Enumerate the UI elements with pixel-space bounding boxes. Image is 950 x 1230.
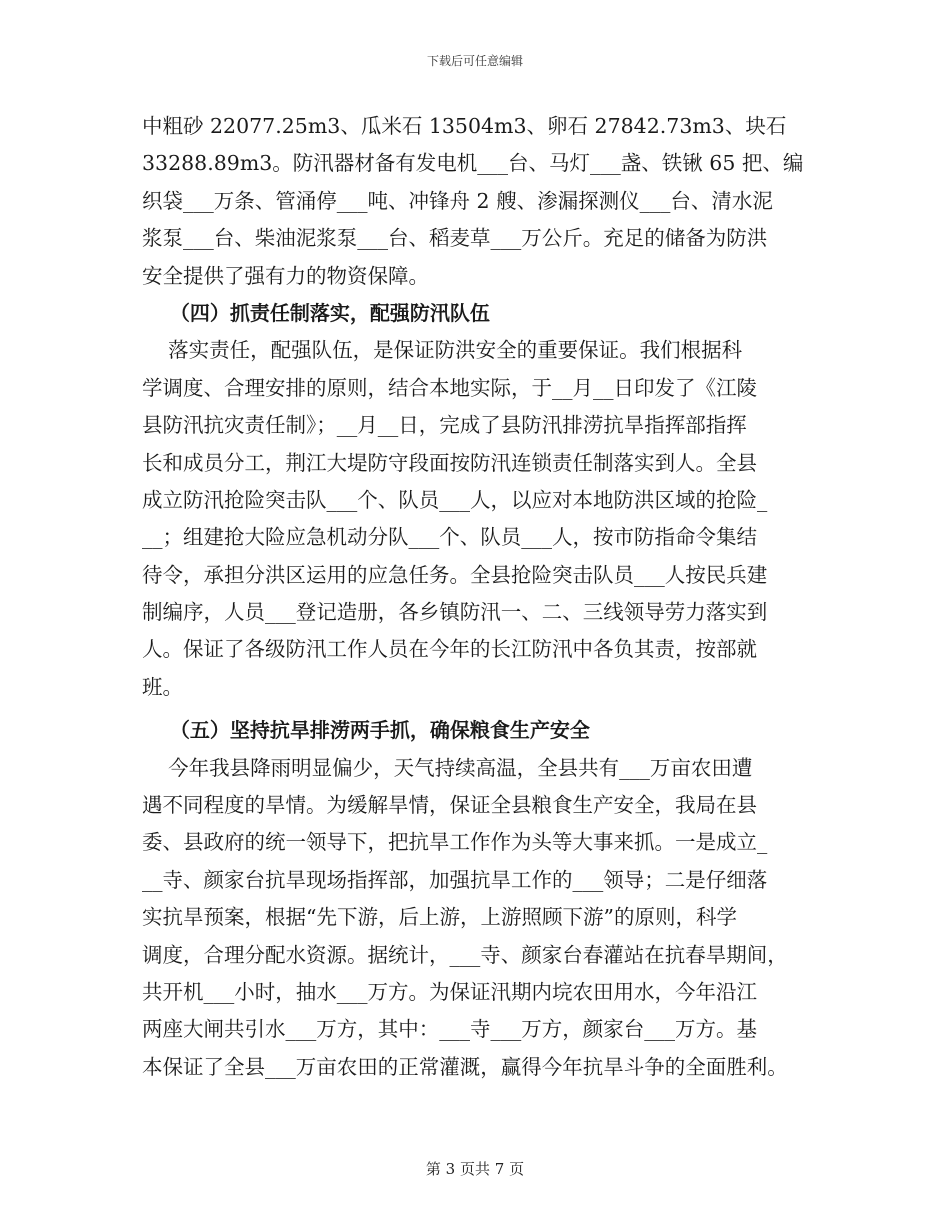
section-heading <box>142 295 822 332</box>
text-line: 委、县政府的统一领导下，把抗旱工作作为头等大事来抓。一是成立_ <box>142 830 768 855</box>
text-line: 遇不同程度的旱情。为缓解旱情，保证全县粮食生产安全，我局在县 <box>142 793 757 818</box>
text-line: 中粗砂 22077.25m3、瓜米石 13504m3、卵石 27842.73m3、块石 <box>142 114 787 138</box>
text-line: 调度，合理分配水资源。据统计，___寺、颜家台春灌站在抗春旱期间， <box>142 942 788 967</box>
text-line: 织袋___万条、管涌停___吨、冲锋舟 2 艘、渗漏探测仪___台、清水泥 <box>142 188 773 213</box>
section-heading <box>142 712 822 749</box>
text-line: 两座大闸共引水___万方，其中：___寺___万方，颜家台___万方。基 <box>142 1017 757 1042</box>
text-line: 成立防汛抢险突击队___个、队员___人，以应对本地防洪区域的抢险_ <box>142 487 768 512</box>
text-line: 落实责任，配强队伍，是保证防洪安全的重要保证。我们根据科 <box>142 338 743 363</box>
text-line: __；组建抢大险应急机动分队___个、队员___人，按市防指命令集结 <box>142 525 757 550</box>
text-line: 制编序，人员___登记造册，各乡镇防汛一、二、三线领导劳力落实到 <box>142 600 768 625</box>
text-line: 实抗旱预案，根据“先下游，后上游，上游照顾下游”的原则，科学 <box>142 905 737 930</box>
text-line: 安全提供了强有力的物资保障。 <box>142 263 429 288</box>
paragraph <box>142 108 822 295</box>
heading-line: （四）抓责任制落实，配强防汛队伍 <box>142 300 490 325</box>
text-line: 县防汛抗灾责任制》；__月__日，完成了县防汛排涝抗旱指挥部指挥 <box>142 413 747 438</box>
page-footer-number: 第 3 页共 7 页 <box>425 1160 525 1178</box>
text-line: 浆泵___台、柴油泥浆泵___台、稻麦草___万公斤。充足的储备为防洪 <box>142 226 768 251</box>
text-line: 共开机___小时，抽水___万方。为保证汛期内垸农田用水，今年沿江 <box>142 979 757 1004</box>
text-line: 33288.89m3。防汛器材备有发电机___台、马灯___盏、铁锹 65 把、编 <box>142 151 804 176</box>
text-line: 长和成员分工，荆江大堤防守段面按防汛连锁责任制落实到人。全县 <box>142 450 757 475</box>
text-line: 今年我县降雨明显偏少，天气持续高温，全县共有___万亩农田遭 <box>142 755 753 780</box>
text-line: 待令，承担分洪区运用的应急任务。全县抢险突击队员___人按民兵建 <box>142 562 768 587</box>
text-line: 班。 <box>142 674 183 699</box>
text-line: 学调度、合理安排的原则，结合本地实际，于__月__日印发了《江陵 <box>142 375 757 400</box>
paragraph <box>142 332 822 706</box>
paragraph <box>142 750 822 1087</box>
document-body <box>142 108 822 1086</box>
page-header-note: 下载后可任意编辑 <box>426 54 523 68</box>
heading-line: （五）坚持抗旱排涝两手抓，确保粮食生产安全 <box>142 718 590 743</box>
text-line: 人。保证了各级防汛工作人员在今年的长江防汛中各负其责，按部就 <box>142 637 757 662</box>
text-line: __寺、颜家台抗旱现场指挥部，加强抗旱工作的___领导；二是仔细落 <box>142 867 768 892</box>
text-line: 本保证了全县___万亩农田的正常灌溉，赢得今年抗旱斗争的全面胜利。 <box>142 1054 788 1079</box>
